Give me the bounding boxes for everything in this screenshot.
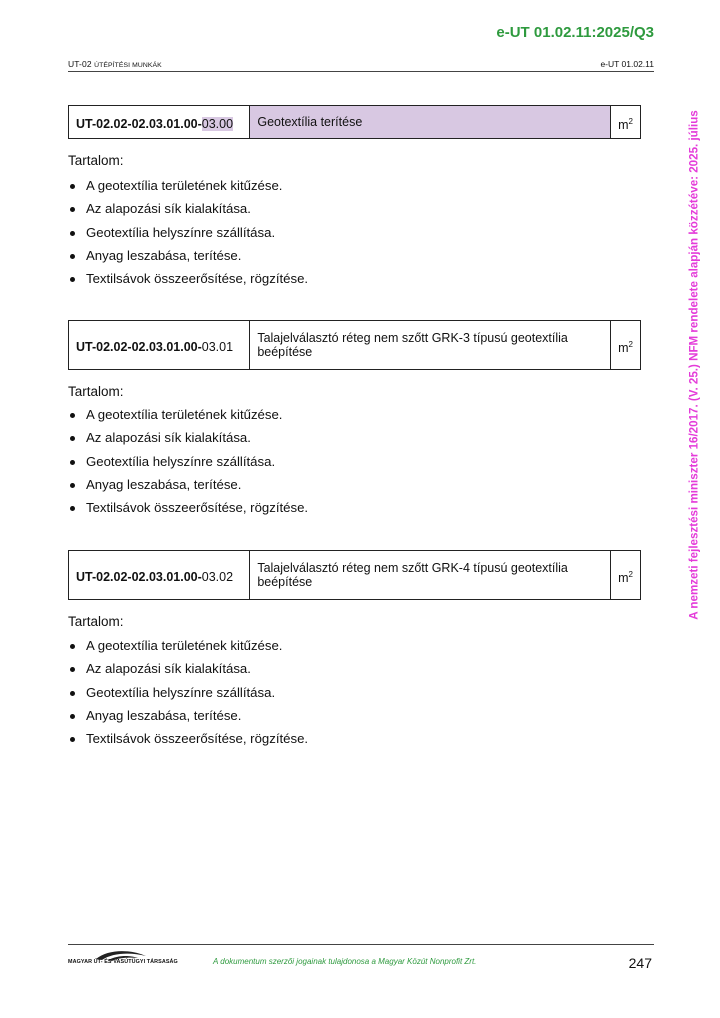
item-code: [69, 106, 250, 139]
document-code: e-UT 01.02.11:2025/Q3: [496, 24, 654, 41]
content-label: Tartalom:: [68, 384, 124, 399]
list-item: Anyag leszabása, terítése.: [68, 247, 308, 270]
item-table-1: [68, 105, 641, 139]
list-item: Anyag leszabása, terítése.: [68, 476, 308, 499]
content-label: Tartalom:: [68, 153, 124, 168]
item-description: Geotextília terítése: [250, 106, 611, 139]
page-number: 247: [628, 955, 652, 971]
list-item: A geotextília területének kitűzése.: [68, 637, 308, 660]
item-code: [69, 321, 250, 370]
item-description: Talajelválasztó réteg nem szőtt GRK-3 típusú geotextília beépítése: [250, 321, 611, 370]
list-item: Geotextília helyszínre szállítása.: [68, 453, 308, 476]
unit-exponent: 2: [628, 117, 633, 127]
item-code-suffix: 03.00: [201, 117, 234, 131]
list-item: Anyag leszabása, terítése.: [68, 707, 308, 730]
item-code-bold: UT-02.02-02.03.01.00-: [76, 117, 202, 131]
item-code: [69, 551, 250, 600]
item-code-bold: UT-02.02-02.03.01.00-: [76, 570, 202, 584]
item-code-suffix: 03.02: [201, 570, 234, 584]
item-unit: [611, 106, 641, 139]
item-code-suffix: 03.01: [201, 340, 234, 354]
content-list: [68, 406, 308, 522]
content-list: [68, 637, 308, 753]
list-item: Az alapozási sík kialakítása.: [68, 660, 308, 683]
item-row: [69, 106, 641, 139]
unit-base: m: [618, 341, 629, 356]
list-item: Geotextília helyszínre szállítása.: [68, 684, 308, 707]
list-item: Geotextília helyszínre szállítása.: [68, 224, 308, 247]
list-item: Textilsávok összeerősítése, rögzítése.: [68, 270, 308, 293]
header-prefix: UT-02: [68, 59, 95, 69]
item-row: [69, 551, 641, 600]
unit-base: m: [618, 118, 629, 133]
list-item: A geotextília területének kitűzése.: [68, 177, 308, 200]
footer-copyright: A dokumentum szerzői jogainak tulajdonosa a Magyar Közút Nonprofit Zrt.: [213, 957, 477, 966]
list-item: Az alapozási sík kialakítása.: [68, 200, 308, 223]
item-unit: [611, 321, 641, 370]
list-item: A geotextília területének kitűzése.: [68, 406, 308, 429]
unit-base: m: [618, 571, 629, 586]
item-row: [69, 321, 641, 370]
side-note-text: A nemzeti fejlesztési miniszter 16/2017. (V. 25.) NFM rendelete alapján közzétéve: 2025. július: [687, 110, 701, 620]
item-unit: [611, 551, 641, 600]
running-header-left: [68, 59, 162, 69]
item-table-2: [68, 320, 641, 370]
header-section-title: ÚTÉPÍTÉSI MUNKÁK: [94, 62, 162, 69]
running-header-right: e-UT 01.02.11: [600, 59, 654, 69]
item-table-3: [68, 550, 641, 600]
footer-organization: MAGYAR ÚT- ÉS VASÚTÜGYI TÁRSASÁG: [68, 959, 178, 965]
content-label: Tartalom:: [68, 614, 124, 629]
list-item: Textilsávok összeerősítése, rögzítése.: [68, 499, 308, 522]
list-item: Textilsávok összeerősítése, rögzítése.: [68, 730, 308, 753]
footer-divider: [68, 944, 654, 945]
list-item: Az alapozási sík kialakítása.: [68, 429, 308, 452]
unit-exponent: 2: [628, 340, 633, 350]
mavt-logo-icon: [68, 947, 160, 969]
header-divider: [68, 71, 654, 72]
item-description: Talajelválasztó réteg nem szőtt GRK-4 típusú geotextília beépítése: [250, 551, 611, 600]
unit-exponent: 2: [628, 570, 633, 580]
item-code-bold: UT-02.02-02.03.01.00-: [76, 340, 202, 354]
content-list: [68, 177, 308, 293]
